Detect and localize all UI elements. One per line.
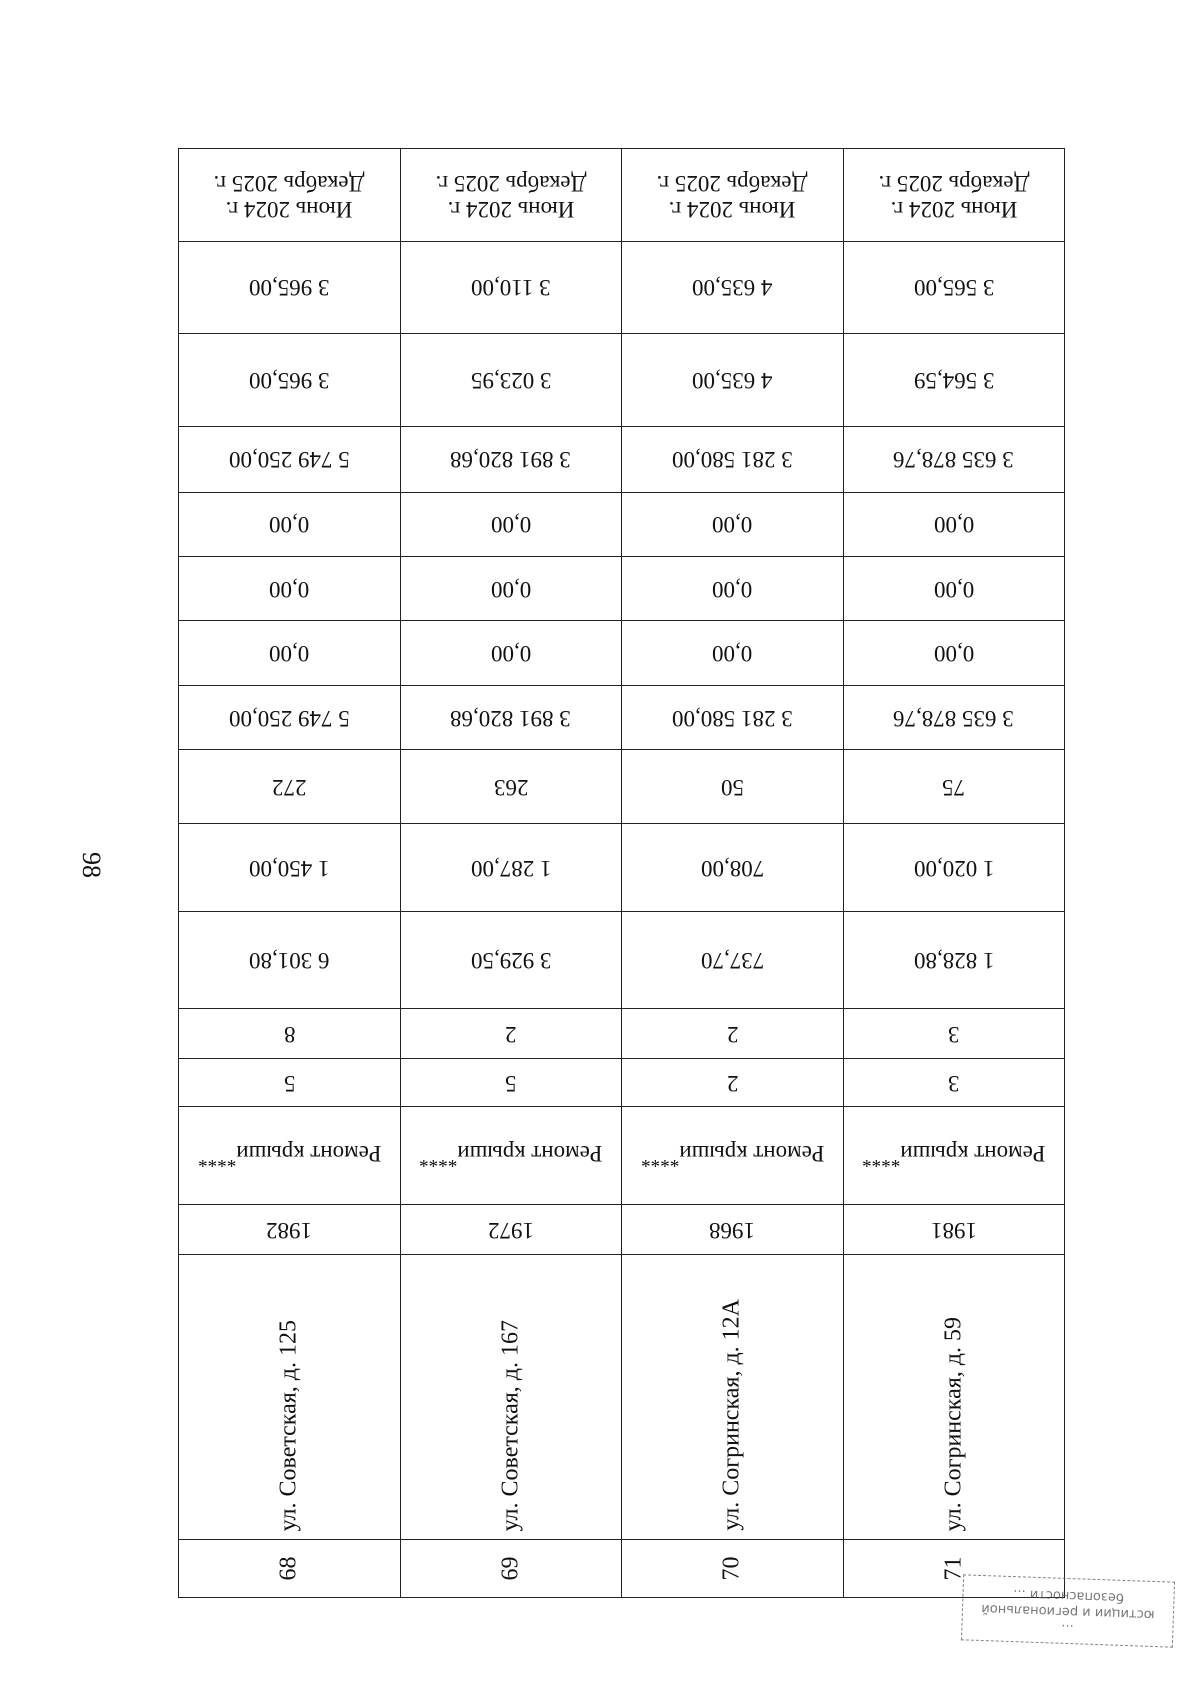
floors-text: 5	[505, 1070, 517, 1096]
table-row	[179, 149, 1065, 242]
work-type-cell	[400, 1107, 622, 1205]
floors-cell	[400, 1059, 622, 1107]
table-row	[179, 1107, 1065, 1205]
table-row	[179, 333, 1065, 426]
fund-other-cell	[400, 492, 622, 556]
work-type-cell	[622, 1107, 844, 1205]
work-type-mark: ****	[862, 1150, 901, 1172]
unit-limit-text: 4 635,00	[692, 275, 773, 301]
fund-regional-text: 0,00	[712, 641, 753, 667]
table-row	[179, 621, 1065, 686]
fund-local-text: 0,00	[933, 576, 974, 602]
fund-owners-cell	[622, 686, 844, 750]
living-area-cell	[622, 824, 844, 912]
residents-cell	[400, 750, 622, 824]
living-area-text: 1 450,00	[249, 855, 330, 881]
year-cell	[400, 1205, 622, 1255]
period-text: Июнь 2024 г. Декабрь 2025 г.	[435, 170, 587, 222]
period-cell	[843, 149, 1065, 242]
floors-text: 2	[726, 1070, 738, 1096]
entrances-text: 8	[283, 1021, 295, 1047]
stamp-line-1: ...	[1060, 1621, 1074, 1637]
total-cost-text: 3 281 580,00	[671, 447, 793, 473]
fund-owners-cell	[843, 686, 1065, 750]
unit-cost-cell	[622, 333, 844, 426]
address-text: ул. Согринская, д. 12А	[718, 1299, 745, 1532]
table-row	[179, 1205, 1065, 1255]
fund-local-cell	[400, 556, 622, 621]
official-stamp	[961, 1574, 1175, 1647]
fund-regional-cell	[179, 621, 401, 686]
living-area-text: 1 287,00	[470, 855, 551, 881]
table-row	[179, 242, 1065, 333]
fund-other-text: 0,00	[490, 512, 531, 538]
table-row	[179, 750, 1065, 824]
work-type-mark: ****	[197, 1150, 236, 1172]
address-cell	[179, 1255, 401, 1540]
table-row	[179, 912, 1065, 1008]
year-text: 1982	[266, 1217, 313, 1243]
year-cell	[843, 1205, 1065, 1255]
total-area-text: 1 828,80	[913, 948, 994, 974]
floors-cell	[843, 1059, 1065, 1107]
entrances-text: 2	[726, 1021, 738, 1047]
address-text: ул. Советская, д. 125	[275, 1319, 302, 1532]
living-area-text: 708,00	[700, 855, 764, 881]
unit-limit-cell	[179, 242, 401, 333]
fund-local-cell	[843, 556, 1065, 621]
work-type-mark: ****	[419, 1150, 458, 1172]
entrances-cell	[400, 1008, 622, 1059]
fund-local-text: 0,00	[712, 576, 753, 602]
living-area-text: 1 020,00	[913, 855, 994, 881]
entrances-cell	[622, 1008, 844, 1059]
unit-cost-cell	[843, 333, 1065, 426]
total-cost-cell	[843, 426, 1065, 492]
total-area-text: 6 301,80	[249, 948, 330, 974]
fund-owners-text: 3 891 820,68	[450, 705, 572, 731]
period-text: Июнь 2024 г. Декабрь 2025 г.	[656, 170, 808, 222]
unit-cost-cell	[179, 333, 401, 426]
unit-limit-text: 3 965,00	[249, 275, 330, 301]
total-area-cell	[622, 912, 844, 1008]
row-number-text: 70	[718, 1556, 745, 1581]
unit-cost-text: 3 564,59	[913, 367, 994, 393]
fund-owners-text: 3 635 878,76	[893, 705, 1015, 731]
floors-cell	[622, 1059, 844, 1107]
living-area-cell	[843, 824, 1065, 912]
period-cell	[400, 149, 622, 242]
total-cost-text: 3 891 820,68	[450, 447, 572, 473]
work-type-cell	[843, 1107, 1065, 1205]
year-text: 1968	[709, 1217, 756, 1243]
unit-cost-text: 3 965,00	[249, 367, 330, 393]
fund-other-cell	[843, 492, 1065, 556]
fund-owners-cell	[179, 686, 401, 750]
row-number-cell	[622, 1540, 844, 1598]
housing-repair-table	[178, 148, 1065, 1598]
fund-other-cell	[622, 492, 844, 556]
table-row	[179, 1008, 1065, 1059]
fund-owners-cell	[400, 686, 622, 750]
work-type-text	[641, 1140, 824, 1171]
floors-text: 3	[948, 1070, 960, 1096]
table-row	[179, 1059, 1065, 1107]
fund-local-text: 0,00	[269, 576, 310, 602]
work-type-label: Ремонт крыши	[457, 1141, 603, 1167]
total-area-text: 737,70	[700, 948, 764, 974]
unit-limit-cell	[622, 242, 844, 333]
work-type-mark: ****	[640, 1150, 679, 1172]
row-number-text: 68	[275, 1556, 302, 1581]
table-row	[179, 1255, 1065, 1540]
fund-local-cell	[622, 556, 844, 621]
fund-regional-text: 0,00	[490, 641, 531, 667]
residents-cell	[179, 750, 401, 824]
year-cell	[179, 1205, 401, 1255]
residents-text: 272	[272, 774, 307, 800]
work-type-label: Ремонт крыши	[900, 1141, 1046, 1167]
work-type-cell	[179, 1107, 401, 1205]
unit-limit-cell	[843, 242, 1065, 333]
total-cost-cell	[400, 426, 622, 492]
row-number-text: 69	[497, 1556, 524, 1581]
total-cost-text: 3 635 878,76	[893, 447, 1015, 473]
address-cell	[843, 1255, 1065, 1540]
entrances-text: 3	[948, 1021, 960, 1047]
fund-other-text: 0,00	[269, 512, 310, 538]
year-text: 1981	[930, 1217, 977, 1243]
row-number-cell	[400, 1540, 622, 1598]
period-text: Июнь 2024 г. Декабрь 2025 г.	[213, 170, 365, 222]
unit-cost-text: 3 023,95	[470, 367, 551, 393]
unit-limit-text: 3 565,00	[913, 275, 994, 301]
work-type-label: Ремонт крыши	[235, 1141, 381, 1167]
fund-regional-cell	[843, 621, 1065, 686]
residents-cell	[622, 750, 844, 824]
work-type-text	[419, 1140, 602, 1171]
work-type-text	[198, 1140, 381, 1171]
unit-limit-cell	[400, 242, 622, 333]
year-cell	[622, 1205, 844, 1255]
entrances-text: 2	[505, 1021, 517, 1047]
fund-other-cell	[179, 492, 401, 556]
fund-local-text: 0,00	[490, 576, 531, 602]
residents-text: 263	[493, 774, 528, 800]
residents-text: 50	[720, 774, 744, 800]
fund-other-text: 0,00	[933, 512, 974, 538]
total-area-cell	[843, 912, 1065, 1008]
work-type-text	[862, 1140, 1045, 1171]
table-row	[179, 426, 1065, 492]
fund-owners-text: 3 281 580,00	[671, 705, 793, 731]
row-number-cell	[179, 1540, 401, 1598]
row-number-text: 71	[940, 1556, 967, 1581]
period-cell	[179, 149, 401, 242]
residents-text: 75	[942, 774, 966, 800]
address-cell	[400, 1255, 622, 1540]
address-text: ул. Согринская, д. 59	[940, 1316, 967, 1532]
total-area-cell	[400, 912, 622, 1008]
unit-limit-text: 3 110,00	[470, 275, 551, 301]
entrances-cell	[843, 1008, 1065, 1059]
floors-cell	[179, 1059, 401, 1107]
address-text: ул. Советская, д. 167	[497, 1319, 524, 1532]
table-row	[179, 1540, 1065, 1598]
fund-other-text: 0,00	[712, 512, 753, 538]
floors-text: 5	[283, 1070, 295, 1096]
entrances-cell	[179, 1008, 401, 1059]
address-cell	[622, 1255, 844, 1540]
fund-regional-text: 0,00	[269, 641, 310, 667]
total-cost-cell	[622, 426, 844, 492]
total-area-text: 3 929,50	[470, 948, 551, 974]
period-cell	[622, 149, 844, 242]
period-text: Июнь 2024 г. Декабрь 2025 г.	[878, 170, 1030, 222]
fund-regional-cell	[400, 621, 622, 686]
residents-cell	[843, 750, 1065, 824]
unit-cost-cell	[400, 333, 622, 426]
fund-local-cell	[179, 556, 401, 621]
unit-cost-text: 4 635,00	[692, 367, 773, 393]
total-area-cell	[179, 912, 401, 1008]
table-row	[179, 556, 1065, 621]
stamp-line-2: юстиции и региональной	[981, 1601, 1155, 1623]
fund-regional-cell	[622, 621, 844, 686]
living-area-cell	[179, 824, 401, 912]
year-text: 1972	[487, 1217, 534, 1243]
page-number: 98	[77, 852, 106, 878]
fund-regional-text: 0,00	[933, 641, 974, 667]
work-type-label: Ремонт крыши	[678, 1141, 824, 1167]
table-row	[179, 824, 1065, 912]
living-area-cell	[400, 824, 622, 912]
stamp-line-3: безопасности ...	[1013, 1585, 1125, 1605]
fund-owners-text: 5 749 250,00	[228, 705, 350, 731]
total-cost-cell	[179, 426, 401, 492]
table-row	[179, 492, 1065, 556]
table-row	[179, 686, 1065, 750]
total-cost-text: 5 749 250,00	[228, 447, 350, 473]
